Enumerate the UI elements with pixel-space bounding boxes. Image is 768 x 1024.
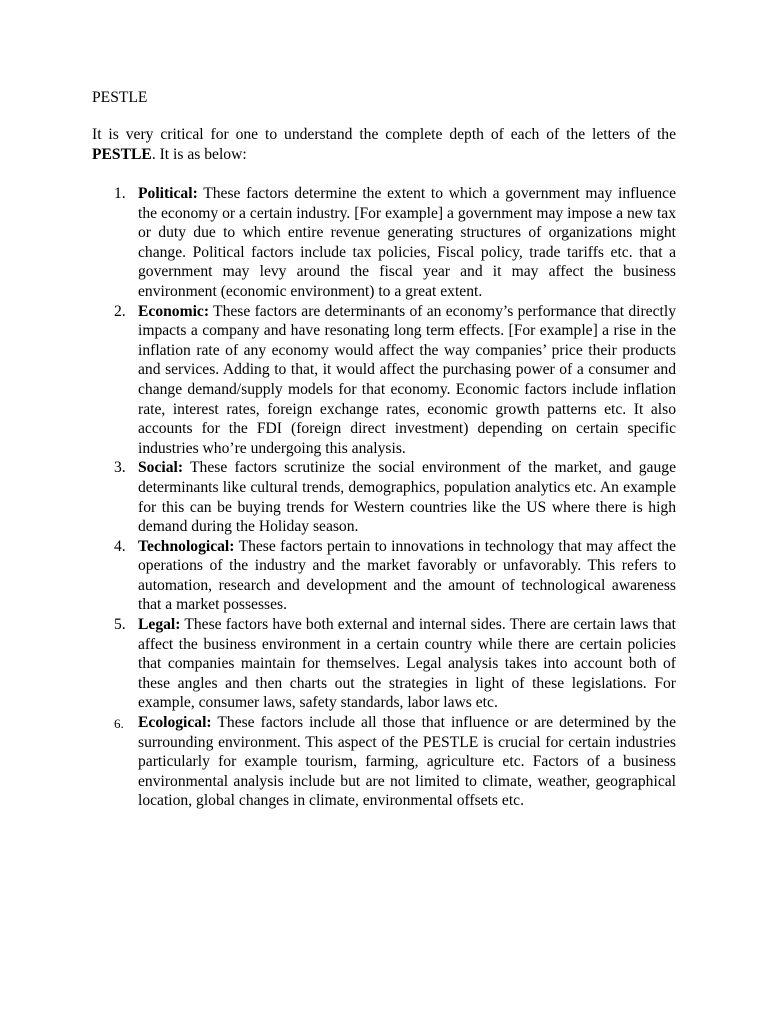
- intro-pestle-term: PESTLE: [92, 145, 152, 163]
- factor-name: Social:: [138, 459, 184, 477]
- factor-number: 4.: [114, 537, 126, 555]
- factor-item-legal: [92, 615, 676, 713]
- factor-item-ecological: [92, 713, 676, 811]
- factor-item-technological: [92, 537, 676, 615]
- factor-name: Technological:: [138, 537, 235, 555]
- factor-number: 6.: [114, 716, 124, 732]
- factor-name: Ecological:: [138, 714, 212, 732]
- factor-description: These factors pertain to innovations in technology that may affect the operations of the industry and the market favorably or unfavorably. This refers to automation, research and development and the amount of technological awareness that a market possesses.: [138, 537, 676, 614]
- factor-number: 3.: [114, 459, 126, 477]
- intro-text-start: It is very critical for one to understand the complete depth of each of the letters of the: [92, 126, 676, 143]
- pestle-factor-list: [92, 184, 676, 811]
- factor-number: 1.: [114, 185, 126, 202]
- factor-description: These factors are determinants of an economy’s performance that directly impacts a company and have resonating long term effects. [For example] a rise in the inflation rate of any economy would affect the way companies’ price their products and services. Adding to that, it would affect the purchasing power of a consumer and change demand/supply models for that economy. Economic factors include inflation rate, interest rates, foreign exchange rates, economic growth patterns etc. It also accounts for the FDI (foreign direct investment) depending on certain specific industries who’re undergoing this analysis.: [138, 302, 676, 457]
- factor-number: 2.: [114, 302, 126, 320]
- intro-text-end: . It is as below:: [151, 145, 247, 163]
- factor-name: Economic:: [138, 302, 210, 320]
- intro-paragraph: [92, 125, 676, 164]
- factor-description: These factors include all those that influence or are determined by the surrounding environment. This aspect of the PESTLE is crucial for certain industries particularly for example tourism, farming, agriculture etc. Factors of a business environmental analysis include but are not limited to climate, weather, geographical location, global changes in climate, environmental offsets etc.: [138, 714, 676, 810]
- factor-name: Legal:: [138, 616, 181, 634]
- document-title: PESTLE: [92, 89, 148, 106]
- factor-item-social: [92, 458, 676, 536]
- factor-name: Political:: [138, 185, 198, 202]
- factor-description: These factors have both external and internal sides. There are certain laws that affect the business environment in a certain country while there are certain policies that companies maintain for themselves. Legal analysis takes into account both of these angles and then charts out the strategies in light of these legislations. For example, consumer laws, safety standards, labor laws etc.: [138, 616, 676, 712]
- factor-description: These factors scrutinize the social environment of the market, and gauge determinants like cultural trends, demographics, population analytics etc. An example for this can be buying trends for Western countries like the US where there is high demand during the Holiday season.: [138, 459, 676, 536]
- factor-item-economic: [92, 302, 676, 459]
- factor-description: These factors determine the extent to which a government may influence the economy or a certain industry. [For example] a government may impose a new tax or duty due to which entire revenue generating structures of organizations might change. Political factors include tax policies, Fiscal policy, trade tariffs etc. that a government may levy around the fiscal year and it may affect the business environment (economic environment) to a great extent.: [138, 185, 676, 300]
- factor-item-political: [92, 184, 676, 302]
- factor-number: 5.: [114, 616, 126, 634]
